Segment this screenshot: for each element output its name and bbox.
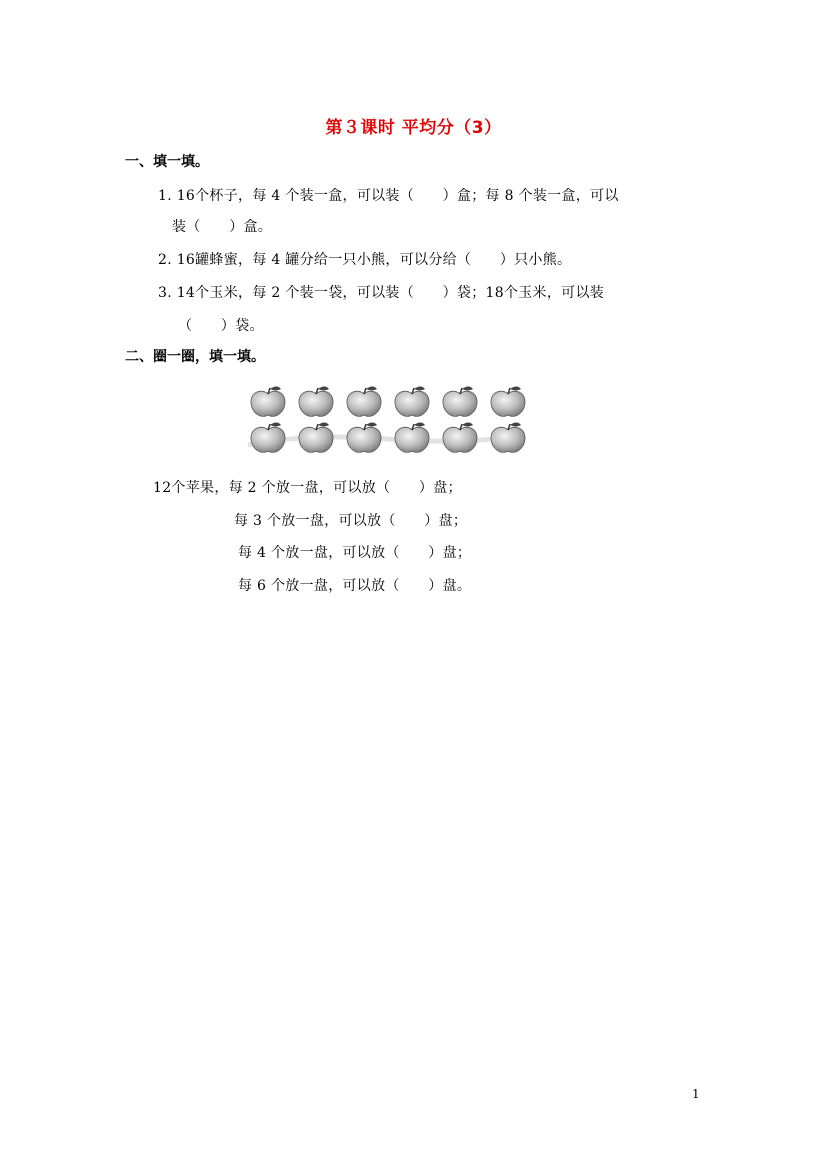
page-title: 第３课时 平均分（3） [325,118,502,138]
apples-illustration [246,383,526,459]
question-2-line: 2. 16罐蜂蜜，每 4 罐分给一只小熊，可以分给（ ）只小熊。 [158,252,572,268]
apple-icon [299,387,333,417]
apple-icon [251,387,285,417]
apple-question-line-4: 每 6 个放一盘，可以放（ ）盘。 [238,578,472,594]
apple-question-line-2: 每 3 个放一盘，可以放（ ）盘； [234,513,468,529]
apple-icon [443,387,477,417]
apple-icon [347,387,381,417]
apple-icon [491,387,525,417]
apple-icon [347,423,381,453]
question-3-line-1: 3. 14个玉米，每 2 个装一袋，可以装（ ）袋；18个玉米，可以装 [158,285,605,301]
section-1-heading: 一、填一填。 [125,154,209,170]
question-3-line-2: （ ）袋。 [178,318,264,334]
apple-question-line-1: 12个苹果，每 2 个放一盘，可以放（ ）盘； [153,480,462,496]
question-1-line-2: 装（ ）盒。 [172,219,273,235]
apple-question-line-3: 每 4 个放一盘，可以放（ ）盘； [238,545,472,561]
apple-icon [299,423,333,453]
page-number: 1 [692,1087,700,1101]
section-2-heading: 二、圈一圈，填一填。 [125,349,265,365]
question-1-line-1: 1. 16个杯子，每 4 个装一盒，可以装（ ）盒；每 8 个装一盒，可以 [158,188,619,204]
apple-icon [395,423,429,453]
apple-icon [251,423,285,453]
apple-icon [395,387,429,417]
apple-icon [491,423,525,453]
apple-icon [443,423,477,453]
